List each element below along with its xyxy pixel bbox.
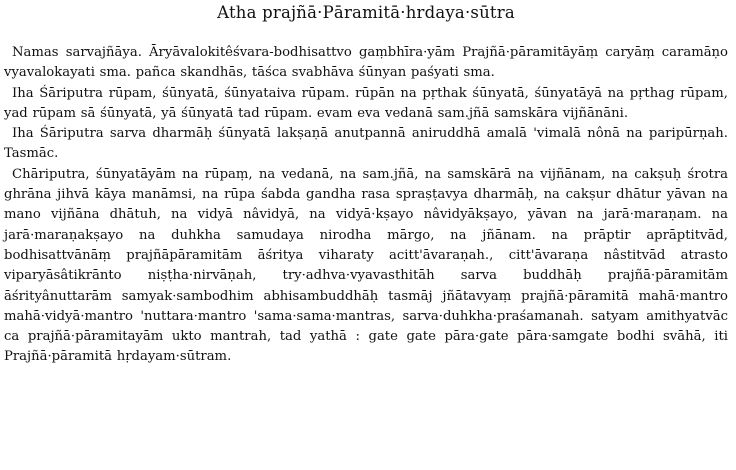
paragraph-2: Iha Śāriputra rūpam, śūnyatā, śūnyataiva rūpam. rūpān na pṛthak śūnyatā, śūnyatāyā na pṛthag rūpam, yad rūpam sā śūnyatā, yā śūnyatā tad rūpam. evam eva vedanā sam.jñā samskāra vijñānāni. <box>4 85 728 121</box>
paragraph-1: Namas sarvajñāya. Āryāvalokitêśvara-bodhisattvo gaṃbhīra·yām Prajñā·pāramitāyāṃ caryāṃ caramāṇo vyavalokayati sma. pañca skandhās, tāśca svabhāva śūnyan paśyati sma. <box>4 45 728 81</box>
paragraph-4: Chāriputra, śūnyatāyām na rūpaṃ, na vedanā, na sam.jñā, na samskārā na vijñānam, na cakṣuḥ śrotra ghrāna jihvā kāya manāmsi, na rūpa śabda gandha rasa spraṣṭavya dharmāḥ, na cakṣur dhātur yāvan na mano vijñāna dhātuh, na vidyā nâvidyā, na vidyā·kṣayo nâvidyākṣayo, yāvan na jarā·maraṇam. na jarā·maraṇakṣayo na duhkha samudaya nirodha mārgo, na jñānam. na prāptir aprāptitvād, bodhisattvānāṃ prajñāpāramitām āśritya viharaty acitt'āvaraṇah., citt'āvaraṇa nâstitvād atrasto viparyāsâtikrānto niṣṭha·nirvāṇah, try·adhva·vyavasthitāh sarva buddhāḥ prajñā·pāramitām āśrityânuttarām samyak·sambodhim abhisambuddhāḥ tasmāj jñātavyaṃ prajñā·pāramitā mahā·mantro mahā·vidyā·mantro 'nuttara·mantro 'sama·sama·mantras, sarva·duhkha·praśamanah. satyam amithyatvāc ca prajñā·pāramitayām ukto mantrah, tad yathā : gate gate pāra·gate pāra·samgate bodhi svāhā, iti Prajñā·pāramitā hṛdayam·sūtram. <box>4 166 728 365</box>
paragraph-3: Iha Śāriputra sarva dharmāḥ śūnyatā lakṣaṇā anutpannā aniruddhā amalā 'vimalā nônā na paripūrṇah. Tasmāc. <box>4 126 728 162</box>
document-title: Atha prajñā·Pāramitā·hrdaya·sūtra <box>217 3 515 22</box>
